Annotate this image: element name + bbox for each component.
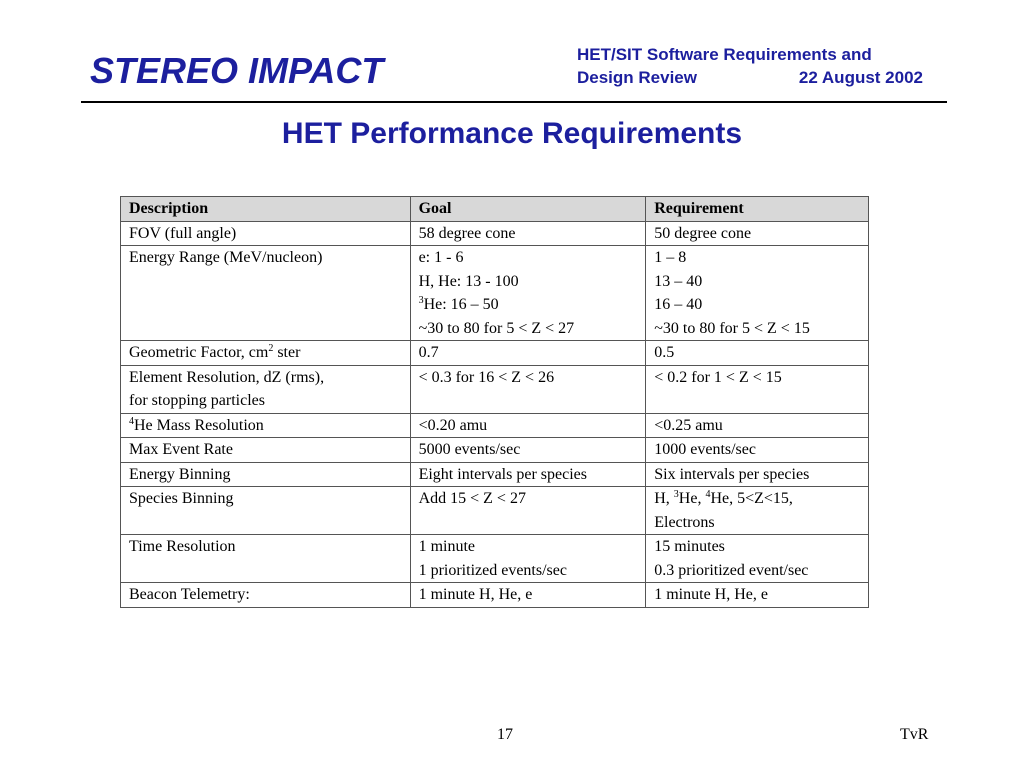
isotope-superscript: 3 <box>673 489 679 500</box>
cell-goal: 0.7 <box>410 341 646 366</box>
cell-goal: Add 15 < Z < 27 <box>410 487 646 535</box>
cell-requirement: 1000 events/sec <box>646 438 869 463</box>
cell-description: Species Binning <box>121 487 411 535</box>
cell-goal: <0.20 amu <box>410 413 646 438</box>
cell-description <box>121 341 411 366</box>
cell-line: for stopping particles <box>129 392 265 409</box>
review-date: 22 August 2002 <box>798 68 923 87</box>
isotope-superscript: 3 <box>418 295 424 306</box>
table-row-species-binning <box>121 487 869 535</box>
cell-line: 1 – 8 <box>654 249 687 266</box>
review-header <box>577 43 923 89</box>
cell-text: He, 5<Z<15, <box>710 490 793 507</box>
cell-line: 15 minutes <box>654 538 725 555</box>
cell-requirement: Six intervals per species <box>646 462 869 487</box>
cell-line: 16 – 40 <box>654 296 703 313</box>
cell-line: 0.3 prioritized event/sec <box>654 561 809 579</box>
cell-line: e: 1 - 6 <box>418 249 464 266</box>
cell-line: ~30 to 80 for 5 < Z < 27 <box>418 319 575 337</box>
cell-description: Beacon Telemetry: <box>121 583 411 608</box>
table-header-row <box>121 197 869 222</box>
requirements-table <box>120 196 869 608</box>
cell-description: Energy Range (MeV/nucleon) <box>121 246 411 341</box>
cell-requirement <box>646 487 869 535</box>
cell-text: Geometric Factor, cm <box>129 344 269 361</box>
cell-line: 13 – 40 <box>654 272 703 290</box>
cell-line: Electrons <box>654 513 715 531</box>
cell-text: He Mass Resolution <box>134 416 264 434</box>
table-row-max-event-rate <box>121 438 869 463</box>
cell-goal: Eight intervals per species <box>410 462 646 487</box>
column-header-description: Description <box>121 197 411 222</box>
cell-description <box>121 365 411 413</box>
cell-line-text: He: 16 – 50 <box>423 296 499 313</box>
cell-line <box>654 487 860 511</box>
cell-line: 1 prioritized events/sec <box>418 561 567 579</box>
table-row-energy-binning <box>121 462 869 487</box>
cell-requirement: 0.5 <box>646 341 869 366</box>
cell-text: H, <box>654 490 674 507</box>
table-row-geometric-factor <box>121 341 869 366</box>
cell-text-suffix: ster <box>273 344 301 361</box>
cell-goal: 1 minute H, He, e <box>410 583 646 608</box>
cell-line: ~30 to 80 for 5 < Z < 15 <box>654 319 810 337</box>
cell-description: Energy Binning <box>121 462 411 487</box>
cell-goal: 5000 events/sec <box>410 438 646 463</box>
cell-line <box>419 293 638 317</box>
isotope-superscript: 4 <box>705 489 711 500</box>
cell-requirement: 1 minute H, He, e <box>646 583 869 608</box>
table-row-fov <box>121 221 869 246</box>
table-row-energy-range <box>121 246 869 341</box>
cell-line: H, He: 13 - 100 <box>418 272 519 290</box>
page-number: 17 <box>497 726 513 743</box>
page-title: HET Performance Requirements <box>281 117 743 150</box>
cell-text: He, <box>678 490 706 507</box>
column-header-goal: Goal <box>410 197 646 222</box>
table-row-time-resolution <box>121 535 869 583</box>
brand-title: STEREO IMPACT <box>90 50 384 91</box>
cell-line: Element Resolution, dZ (rms), <box>129 368 325 386</box>
review-title-line2-text: Design Review <box>577 68 697 87</box>
table-row-element-resolution <box>121 365 869 413</box>
exponent-superscript: 2 <box>268 343 274 354</box>
column-header-requirement: Requirement <box>646 197 869 222</box>
cell-goal <box>410 246 646 341</box>
cell-requirement <box>646 246 869 341</box>
review-title-line2 <box>577 66 923 89</box>
table-row-he-mass-resolution <box>121 413 869 438</box>
cell-description: Max Event Rate <box>121 438 411 463</box>
cell-goal <box>410 535 646 583</box>
author-initials: TvR <box>900 726 929 743</box>
cell-requirement <box>646 535 869 583</box>
table-row-beacon-telemetry <box>121 583 869 608</box>
cell-goal: 58 degree cone <box>410 221 646 246</box>
cell-description <box>121 413 411 438</box>
cell-requirement: < 0.2 for 1 < Z < 15 <box>646 365 869 413</box>
cell-description: FOV (full angle) <box>121 221 411 246</box>
cell-line: 1 minute <box>418 538 476 555</box>
review-title-line1: HET/SIT Software Requirements and <box>577 45 872 64</box>
cell-requirement: 50 degree cone <box>646 221 869 246</box>
isotope-superscript: 4 <box>129 415 134 427</box>
cell-requirement: <0.25 amu <box>646 413 869 438</box>
cell-description: Time Resolution <box>121 535 411 583</box>
cell-goal: < 0.3 for 16 < Z < 26 <box>410 365 646 413</box>
header-divider <box>81 101 947 103</box>
